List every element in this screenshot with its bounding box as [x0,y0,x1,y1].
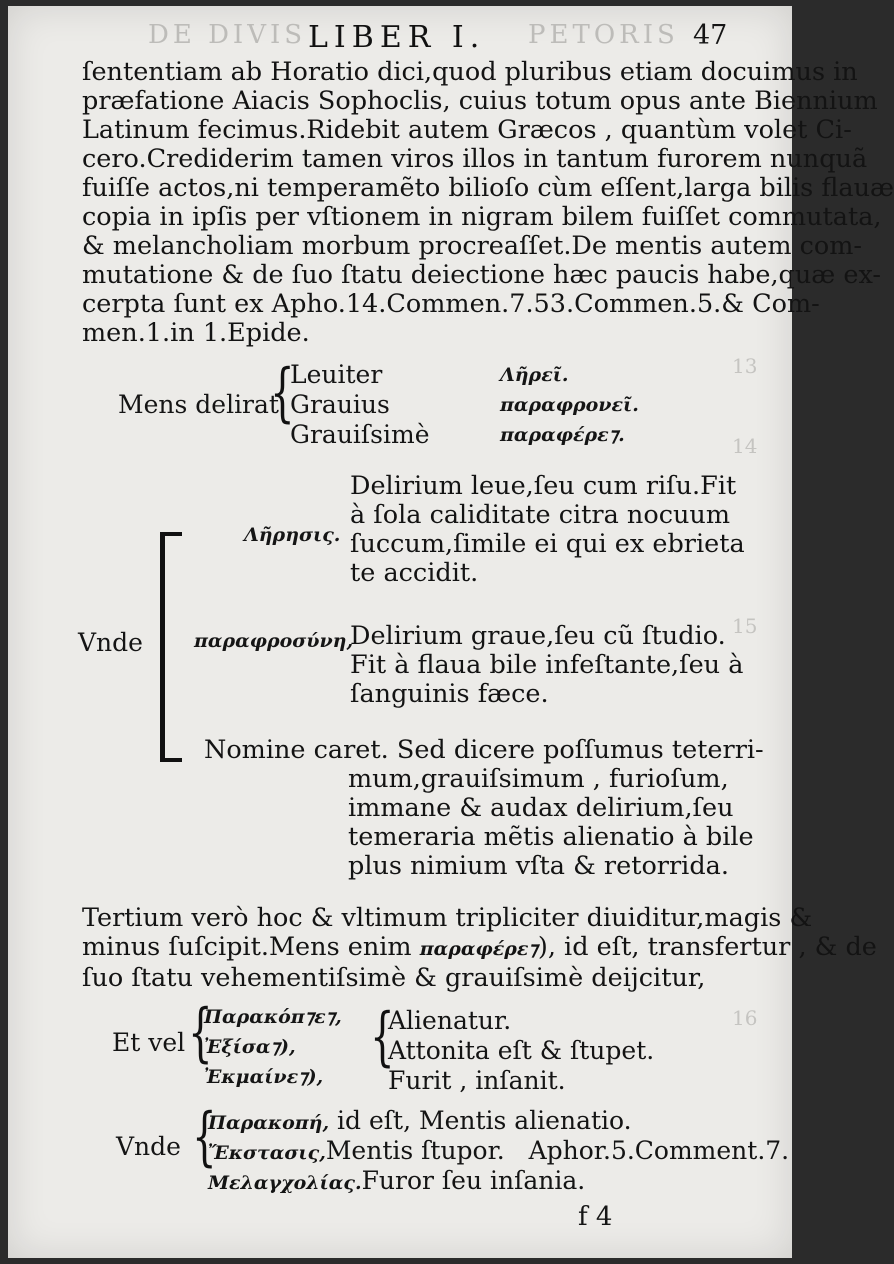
bleed-through-header-right: PETORIS [528,20,679,50]
tertium-paragraph [82,903,877,993]
text-line: Nomine caret. Sed dicere poſſumus teterri- [204,735,764,765]
text-line: ſanguinis fæce. [350,679,549,709]
bleed-through-margin-number: 14 [732,434,758,458]
text-line: men.1.in 1.Epide. [82,318,310,348]
text-line [82,932,877,964]
unde-label: Vnde [78,628,143,657]
greek-term: Παρακοπή, [208,1112,330,1134]
nomine-caret-text [204,735,764,881]
text-line: Fit à flaua bile infeſtante,ſeu à [350,650,744,680]
book-page [8,6,894,1258]
severity-term: Grauiſsimè [290,420,430,449]
bracket-top [160,532,182,536]
text-line: Tertium verò hoc & vltimum tripliciter diuiditur,magis & [82,903,813,933]
curly-brace: { [270,356,295,430]
greek-term: Λῆρεῖ. [500,364,569,386]
text-segment: id eſt, Mentis alienatio. [329,1106,632,1135]
greek-term: παραφέρε⁊. [500,424,625,446]
greek-term: Μελαγχολίας. [208,1172,362,1194]
greek-term: παραφρονεῖ. [500,394,639,416]
greek-term: Ἐξίσα⁊), [204,1036,296,1058]
text-line: à ſola caliditate citra nocuum [350,500,730,530]
latin-gloss: Furit , inſanit. [388,1066,566,1095]
text-segment: minus ſuſcipit.Mens enim [82,932,412,962]
text-line: plus nimium vſta & retorrida. [348,851,729,881]
bleed-through-margin-number: 13 [732,354,758,378]
severity-term: Leuiter [290,360,383,389]
greek-term: Ἔκστασις, [208,1142,326,1164]
text-segment: Furor ſeu inſania. [361,1166,586,1195]
curly-brace: { [370,1000,395,1074]
unde-final-line [208,1166,585,1195]
curly-brace: { [188,996,213,1070]
mens-delirat-label: Mens delirat [118,390,279,419]
signature-mark: f 4 [578,1202,613,1232]
latin-gloss: Alienatur. [388,1006,512,1035]
text-line: fuiſſe actos,ni temperamẽto bilioſo cùm eſſent,larga bilis flauæ [82,173,894,203]
text-line: Delirium graue,ſeu cũ ſtudio. [350,621,726,651]
running-title: LIBER I. [308,20,486,55]
bracket-vertical [160,532,165,762]
greek-term: Ἐκμαίνε⁊), [204,1066,324,1088]
bleed-through-margin-number: 16 [732,1006,758,1030]
text-line: & melancholiam morbum procreaſſet.De mentis autem com- [82,231,863,261]
bleed-through-margin-number: 15 [732,614,758,638]
greek-term: Παρακόπ⁊ε⁊, [204,1006,342,1028]
latin-gloss: Attonita eſt & ſtupet. [388,1036,655,1065]
text-line: præfatione Aiacis Sophoclis, cuius totum opus ante Biennium [82,86,878,116]
page-number: 47 [693,20,728,51]
text-line: te accidit. [350,558,479,588]
bleed-through-header-left: DE DIVIS [148,20,307,50]
unde-final-label: Vnde [116,1132,181,1161]
opening-paragraph [82,57,894,348]
text-line: temeraria mẽtis alienatio à bile [348,822,754,852]
curly-brace: { [192,1100,217,1174]
delirium-leue-text [350,471,745,588]
greek-term: Λῆρησις. [244,524,341,546]
text-line: immane & audax delirium,ſeu [348,793,734,823]
delirium-graue-text [350,621,744,709]
unde-final-line [208,1106,632,1135]
text-line: Delirium leue,ſeu cum riſu.Fit [350,471,737,501]
text-line: Latinum fecimus.Ridebit autem Græcos , quantùm volet Ci- [82,115,852,145]
text-line: cerpta ſunt ex Apho.14.Commen.7.53.Commen.5.& Com- [82,289,820,319]
text-line: copia in ipſis per vſtionem in nigram bilem fuiſſet commutata, [82,202,882,232]
text-line: mutatione & de ſuo ſtatu deiectione hæc paucis habe,quæ ex- [82,260,882,290]
text-line: cero.Crediderim tamen viros illos in tantum furorem nunquã [82,144,868,174]
et-vel-label: Et vel [112,1028,186,1057]
text-line: mum,grauiſsimum , furioſum, [348,764,729,794]
text-segment: Mentis ſtupor. Aphor.5.Comment.7. [325,1136,790,1165]
text-line: ſententiam ab Horatio dici,quod pluribus etiam docuimus in [82,57,858,87]
severity-term: Grauius [290,390,390,419]
text-line: ſuo ſtatu vehementiſsimè & grauiſsimè deijcitur, [82,963,706,993]
text-line: ſuccum,ſimile ei qui ex ebrieta [350,529,745,559]
unde-final-line [208,1136,789,1165]
bracket-bottom [160,758,182,762]
greek-term: παραφροσύνη, [194,630,354,652]
text-segment: ), id eſt, transfertur , & de [537,932,877,962]
greek-term: παραφέρε⁊ [419,938,538,960]
